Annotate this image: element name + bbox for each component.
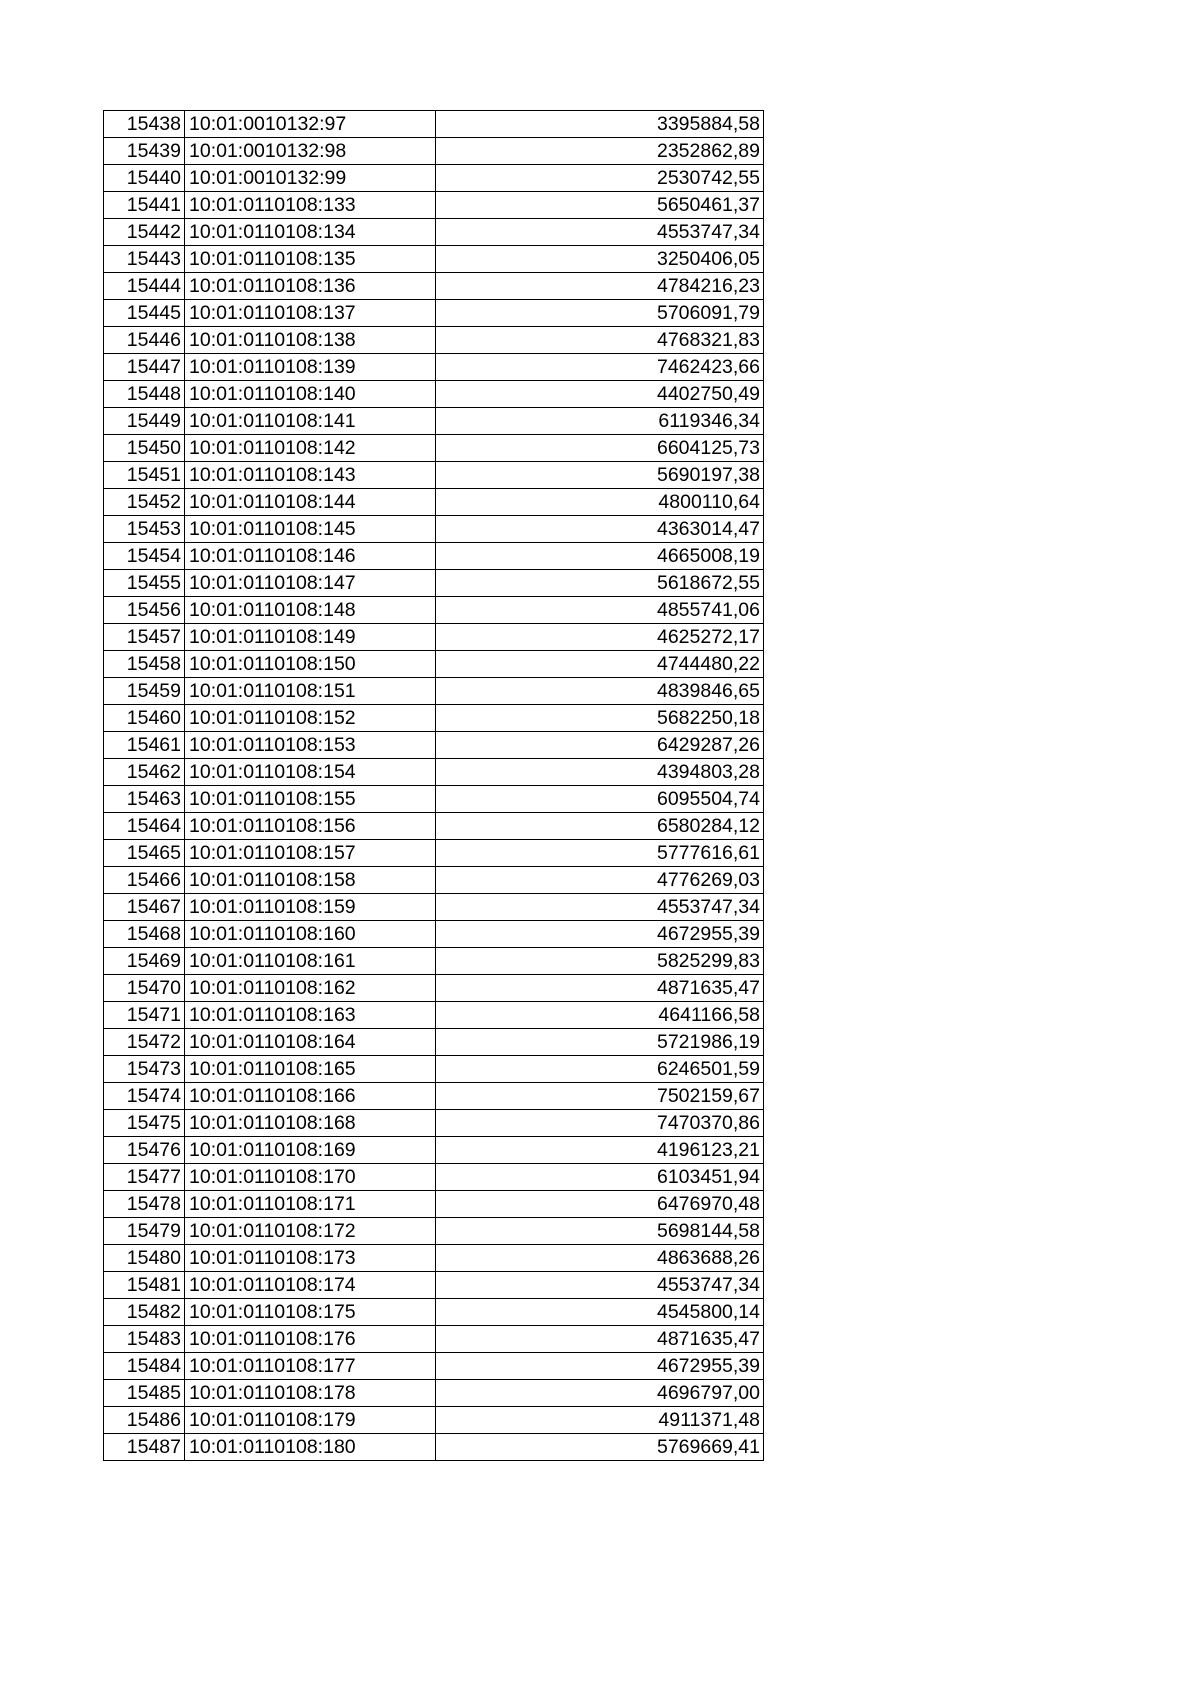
table-row <box>104 516 764 543</box>
cadastral-number-cell: 10:01:0110108:174 <box>185 1272 436 1299</box>
cadastral-number-cell: 10:01:0110108:146 <box>185 543 436 570</box>
cadastral-number-cell: 10:01:0110108:134 <box>185 219 436 246</box>
cadastral-value-cell: 7502159,67 <box>436 1083 764 1110</box>
cadastral-value-cell: 5618672,55 <box>436 570 764 597</box>
row-number-cell: 15470 <box>104 975 185 1002</box>
table-row <box>104 462 764 489</box>
row-number-cell: 15445 <box>104 300 185 327</box>
row-number-cell: 15449 <box>104 408 185 435</box>
row-number-cell: 15475 <box>104 1110 185 1137</box>
cadastral-number-cell: 10:01:0110108:145 <box>185 516 436 543</box>
cadastral-value-cell: 6246501,59 <box>436 1056 764 1083</box>
table-row <box>104 1326 764 1353</box>
cadastral-number-cell: 10:01:0110108:136 <box>185 273 436 300</box>
cadastral-number-cell: 10:01:0110108:180 <box>185 1434 436 1461</box>
table-row <box>104 651 764 678</box>
cadastral-number-cell: 10:01:0110108:153 <box>185 732 436 759</box>
cadastral-value-cell: 4672955,39 <box>436 1353 764 1380</box>
row-number-cell: 15456 <box>104 597 185 624</box>
cadastral-value-cell: 5682250,18 <box>436 705 764 732</box>
row-number-cell: 15439 <box>104 138 185 165</box>
table-row <box>104 1407 764 1434</box>
cadastral-value-cell: 4871635,47 <box>436 975 764 1002</box>
cadastral-number-cell: 10:01:0110108:135 <box>185 246 436 273</box>
cadastral-value-cell: 4394803,28 <box>436 759 764 786</box>
table-row <box>104 543 764 570</box>
row-number-cell: 15465 <box>104 840 185 867</box>
table-row <box>104 1056 764 1083</box>
cadastral-value-cell: 4863688,26 <box>436 1245 764 1272</box>
cadastral-value-cell: 5706091,79 <box>436 300 764 327</box>
table-row <box>104 138 764 165</box>
row-number-cell: 15460 <box>104 705 185 732</box>
row-number-cell: 15453 <box>104 516 185 543</box>
cadastral-number-cell: 10:01:0110108:143 <box>185 462 436 489</box>
row-number-cell: 15458 <box>104 651 185 678</box>
cadastral-value-cell: 4402750,49 <box>436 381 764 408</box>
row-number-cell: 15451 <box>104 462 185 489</box>
cadastral-number-cell: 10:01:0110108:155 <box>185 786 436 813</box>
row-number-cell: 15468 <box>104 921 185 948</box>
cadastral-number-cell: 10:01:0110108:179 <box>185 1407 436 1434</box>
table-row <box>104 732 764 759</box>
row-number-cell: 15467 <box>104 894 185 921</box>
cadastral-number-cell: 10:01:0110108:176 <box>185 1326 436 1353</box>
cadastral-number-cell: 10:01:0110108:151 <box>185 678 436 705</box>
cadastral-value-cell: 4553747,34 <box>436 1272 764 1299</box>
cadastral-value-cell: 4800110,64 <box>436 489 764 516</box>
cadastral-value-cell: 4363014,47 <box>436 516 764 543</box>
table-row <box>104 489 764 516</box>
cadastral-value-cell: 4776269,03 <box>436 867 764 894</box>
table-row <box>104 840 764 867</box>
cadastral-value-cell: 4545800,14 <box>436 1299 764 1326</box>
table-row <box>104 165 764 192</box>
table-row <box>104 219 764 246</box>
table-row <box>104 948 764 975</box>
row-number-cell: 15441 <box>104 192 185 219</box>
cadastral-number-cell: 10:01:0110108:166 <box>185 1083 436 1110</box>
cadastral-value-cell: 4855741,06 <box>436 597 764 624</box>
table-row <box>104 246 764 273</box>
row-number-cell: 15462 <box>104 759 185 786</box>
cadastral-value-cell: 6095504,74 <box>436 786 764 813</box>
cadastral-value-cell: 4665008,19 <box>436 543 764 570</box>
cadastral-value-cell: 6580284,12 <box>436 813 764 840</box>
row-number-cell: 15461 <box>104 732 185 759</box>
table-row <box>104 624 764 651</box>
cadastral-number-cell: 10:01:0110108:140 <box>185 381 436 408</box>
table-row <box>104 1218 764 1245</box>
cadastral-number-cell: 10:01:0110108:163 <box>185 1002 436 1029</box>
row-number-cell: 15444 <box>104 273 185 300</box>
cadastral-value-cell: 5650461,37 <box>436 192 764 219</box>
row-number-cell: 15477 <box>104 1164 185 1191</box>
table-row <box>104 300 764 327</box>
cadastral-value-cell: 5690197,38 <box>436 462 764 489</box>
table-row <box>104 1137 764 1164</box>
table-row <box>104 1434 764 1461</box>
row-number-cell: 15466 <box>104 867 185 894</box>
cadastral-number-cell: 10:01:0110108:178 <box>185 1380 436 1407</box>
cadastral-value-cell: 6429287,26 <box>436 732 764 759</box>
cadastral-number-cell: 10:01:0110108:171 <box>185 1191 436 1218</box>
cadastral-value-cell: 2530742,55 <box>436 165 764 192</box>
table-row <box>104 867 764 894</box>
cadastral-value-cell: 5777616,61 <box>436 840 764 867</box>
cadastral-value-cell: 4625272,17 <box>436 624 764 651</box>
cadastral-number-cell: 10:01:0110108:156 <box>185 813 436 840</box>
cadastral-number-cell: 10:01:0110108:177 <box>185 1353 436 1380</box>
cadastral-value-cell: 6119346,34 <box>436 408 764 435</box>
row-number-cell: 15481 <box>104 1272 185 1299</box>
table-row <box>104 813 764 840</box>
cadastral-number-cell: 10:01:0110108:138 <box>185 327 436 354</box>
cadastral-value-cell: 6476970,48 <box>436 1191 764 1218</box>
cadastral-number-cell: 10:01:0110108:152 <box>185 705 436 732</box>
cadastral-number-cell: 10:01:0110108:144 <box>185 489 436 516</box>
cadastral-value-cell: 6103451,94 <box>436 1164 764 1191</box>
cadastral-number-cell: 10:01:0110108:173 <box>185 1245 436 1272</box>
cadastral-number-cell: 10:01:0110108:172 <box>185 1218 436 1245</box>
cadastral-number-cell: 10:01:0110108:162 <box>185 975 436 1002</box>
cadastral-value-cell: 4744480,22 <box>436 651 764 678</box>
cadastral-number-cell: 10:01:0010132:98 <box>185 138 436 165</box>
cadastral-value-cell: 4871635,47 <box>436 1326 764 1353</box>
table-row <box>104 1353 764 1380</box>
table-row <box>104 1002 764 1029</box>
row-number-cell: 15447 <box>104 354 185 381</box>
cadastral-number-cell: 10:01:0110108:164 <box>185 1029 436 1056</box>
cadastral-number-cell: 10:01:0110108:139 <box>185 354 436 381</box>
table-row <box>104 435 764 462</box>
table-row <box>104 570 764 597</box>
cadastral-number-cell: 10:01:0110108:149 <box>185 624 436 651</box>
cadastral-value-cell: 6604125,73 <box>436 435 764 462</box>
cadastral-value-cell: 4641166,58 <box>436 1002 764 1029</box>
row-number-cell: 15450 <box>104 435 185 462</box>
table-row <box>104 1272 764 1299</box>
row-number-cell: 15487 <box>104 1434 185 1461</box>
table-row <box>104 192 764 219</box>
row-number-cell: 15472 <box>104 1029 185 1056</box>
cadastral-number-cell: 10:01:0110108:150 <box>185 651 436 678</box>
cadastral-number-cell: 10:01:0110108:147 <box>185 570 436 597</box>
table-row <box>104 1299 764 1326</box>
cadastral-value-cell: 5769669,41 <box>436 1434 764 1461</box>
cadastral-number-cell: 10:01:0110108:133 <box>185 192 436 219</box>
row-number-cell: 15479 <box>104 1218 185 1245</box>
table-row <box>104 111 764 138</box>
cadastral-number-cell: 10:01:0110108:165 <box>185 1056 436 1083</box>
cadastral-number-cell: 10:01:0110108:157 <box>185 840 436 867</box>
table-row <box>104 921 764 948</box>
row-number-cell: 15480 <box>104 1245 185 1272</box>
row-number-cell: 15457 <box>104 624 185 651</box>
row-number-cell: 15454 <box>104 543 185 570</box>
cadastral-value-cell: 7470370,86 <box>436 1110 764 1137</box>
cadastral-number-cell: 10:01:0110108:168 <box>185 1110 436 1137</box>
cadastral-value-cell: 4911371,48 <box>436 1407 764 1434</box>
cadastral-number-cell: 10:01:0110108:159 <box>185 894 436 921</box>
cadastral-value-cell: 4672955,39 <box>436 921 764 948</box>
cadastral-value-cell: 4839846,65 <box>436 678 764 705</box>
row-number-cell: 15438 <box>104 111 185 138</box>
cadastral-number-cell: 10:01:0110108:148 <box>185 597 436 624</box>
cadastral-value-cell: 2352862,89 <box>436 138 764 165</box>
row-number-cell: 15469 <box>104 948 185 975</box>
row-number-cell: 15483 <box>104 1326 185 1353</box>
cadastral-number-cell: 10:01:0110108:175 <box>185 1299 436 1326</box>
cadastral-number-cell: 10:01:0010132:97 <box>185 111 436 138</box>
cadastral-number-cell: 10:01:0110108:170 <box>185 1164 436 1191</box>
row-number-cell: 15443 <box>104 246 185 273</box>
cadastral-value-cell: 4553747,34 <box>436 894 764 921</box>
table-body <box>104 111 764 1461</box>
row-number-cell: 15455 <box>104 570 185 597</box>
row-number-cell: 15485 <box>104 1380 185 1407</box>
table-row <box>104 1245 764 1272</box>
cadastral-number-cell: 10:01:0010132:99 <box>185 165 436 192</box>
row-number-cell: 15446 <box>104 327 185 354</box>
table-row <box>104 597 764 624</box>
cadastral-number-cell: 10:01:0110108:154 <box>185 759 436 786</box>
cadastral-value-cell: 4784216,23 <box>436 273 764 300</box>
table-row <box>104 705 764 732</box>
cadastral-number-cell: 10:01:0110108:142 <box>185 435 436 462</box>
row-number-cell: 15476 <box>104 1137 185 1164</box>
cadastral-value-cell: 4553747,34 <box>436 219 764 246</box>
row-number-cell: 15442 <box>104 219 185 246</box>
row-number-cell: 15486 <box>104 1407 185 1434</box>
cadastral-value-cell: 3250406,05 <box>436 246 764 273</box>
row-number-cell: 15440 <box>104 165 185 192</box>
cadastral-value-cell: 5721986,19 <box>436 1029 764 1056</box>
row-number-cell: 15464 <box>104 813 185 840</box>
cadastral-number-cell: 10:01:0110108:158 <box>185 867 436 894</box>
cadastral-value-cell: 7462423,66 <box>436 354 764 381</box>
cadastral-value-cell: 3395884,58 <box>436 111 764 138</box>
row-number-cell: 15448 <box>104 381 185 408</box>
table-row <box>104 381 764 408</box>
cadastral-number-cell: 10:01:0110108:160 <box>185 921 436 948</box>
cadastral-value-cell: 5825299,83 <box>436 948 764 975</box>
row-number-cell: 15484 <box>104 1353 185 1380</box>
table-row <box>104 786 764 813</box>
row-number-cell: 15452 <box>104 489 185 516</box>
cadastral-value-cell: 4696797,00 <box>436 1380 764 1407</box>
row-number-cell: 15473 <box>104 1056 185 1083</box>
table-row <box>104 678 764 705</box>
cadastral-number-cell: 10:01:0110108:141 <box>185 408 436 435</box>
table-row <box>104 273 764 300</box>
table-row <box>104 975 764 1002</box>
cadastral-value-cell: 4196123,21 <box>436 1137 764 1164</box>
table-row <box>104 1380 764 1407</box>
cadastral-number-cell: 10:01:0110108:169 <box>185 1137 436 1164</box>
table-row <box>104 759 764 786</box>
cadastral-number-cell: 10:01:0110108:137 <box>185 300 436 327</box>
row-number-cell: 15463 <box>104 786 185 813</box>
cadastral-value-cell: 4768321,83 <box>436 327 764 354</box>
table-row <box>104 1110 764 1137</box>
cadastral-number-cell: 10:01:0110108:161 <box>185 948 436 975</box>
table-row <box>104 894 764 921</box>
table-row <box>104 354 764 381</box>
table-row <box>104 1191 764 1218</box>
table-row <box>104 1083 764 1110</box>
cadastral-value-table <box>103 110 764 1461</box>
cadastral-value-cell: 5698144,58 <box>436 1218 764 1245</box>
table-row <box>104 1029 764 1056</box>
table-row <box>104 408 764 435</box>
row-number-cell: 15474 <box>104 1083 185 1110</box>
table-row <box>104 1164 764 1191</box>
row-number-cell: 15459 <box>104 678 185 705</box>
table-row <box>104 327 764 354</box>
row-number-cell: 15482 <box>104 1299 185 1326</box>
row-number-cell: 15471 <box>104 1002 185 1029</box>
row-number-cell: 15478 <box>104 1191 185 1218</box>
